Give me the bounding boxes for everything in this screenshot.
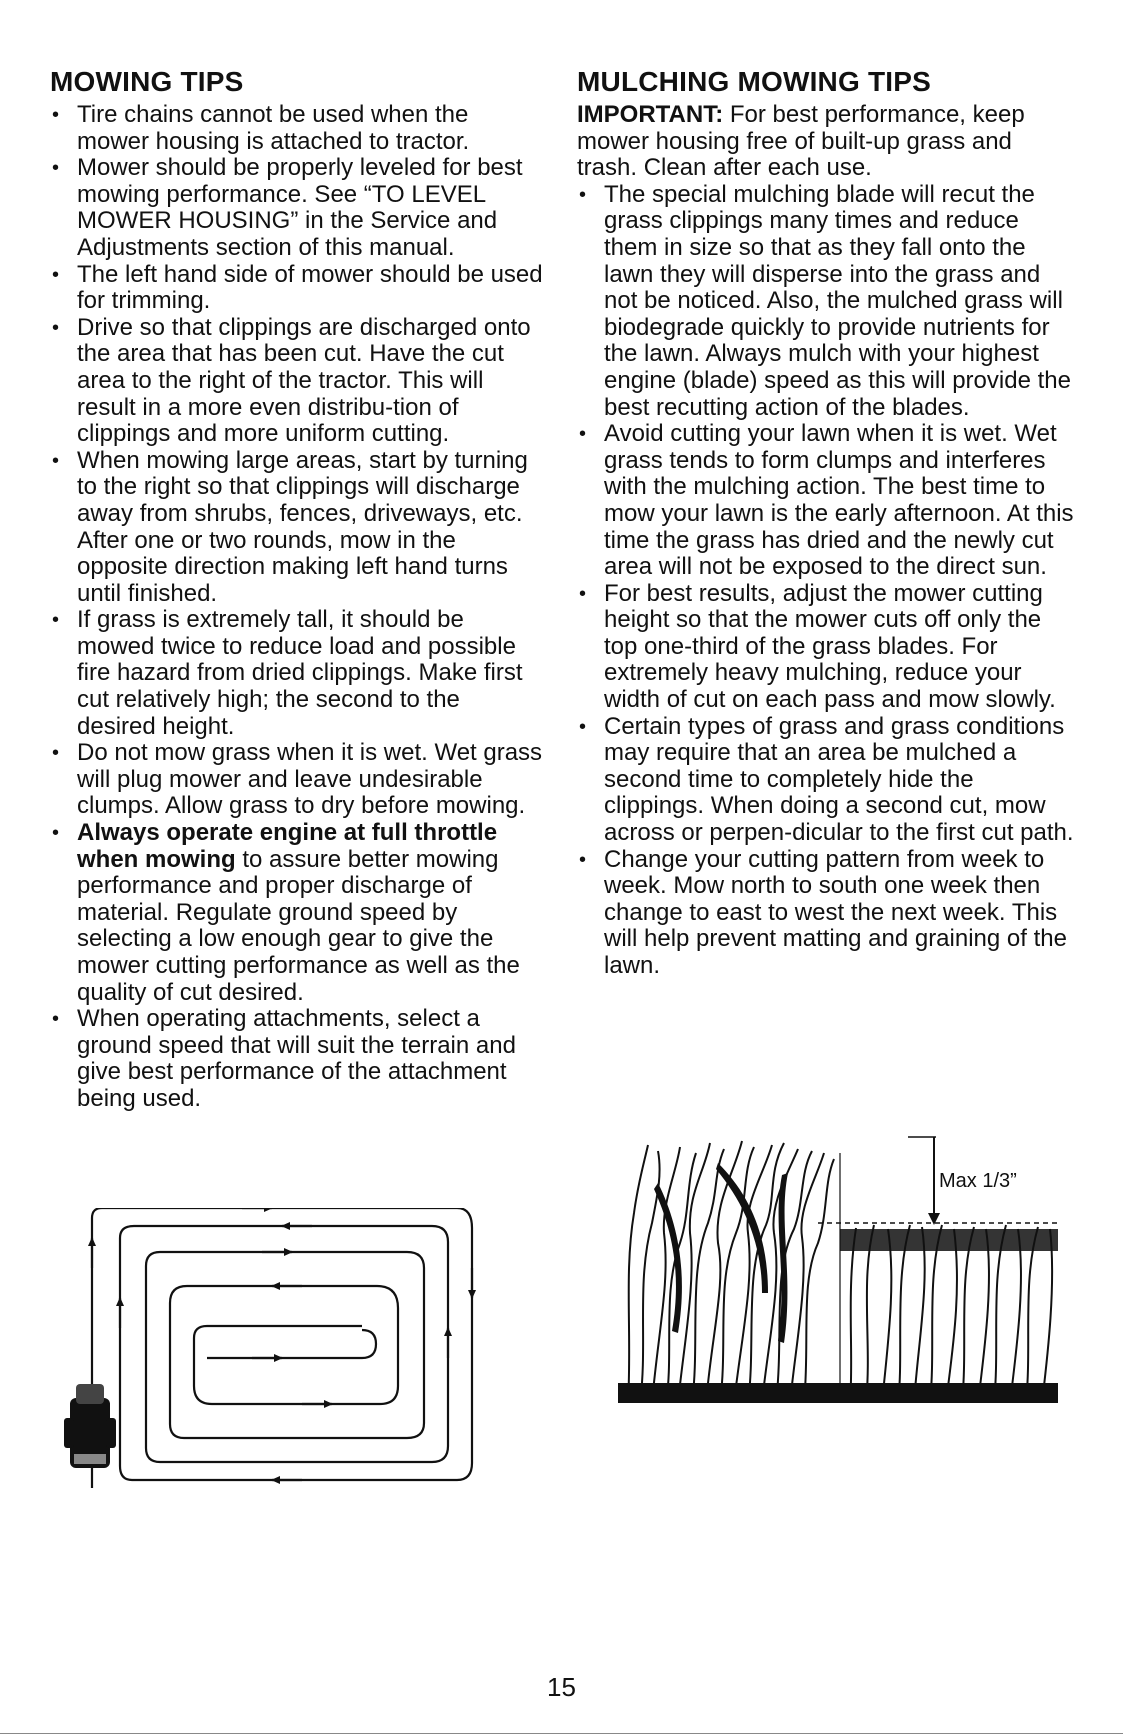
mowing-pattern-diagram	[62, 1208, 532, 1488]
list-item: • Mower should be properly leveled for best mowing performance. See “TO LEVEL MOWER HOUSING” in the Service and Adjustments section of this manual.	[50, 155, 545, 261]
list-item: • When operating attachments, select a ground speed that will suit the terrain and give best performance of the attachment being used.	[50, 1006, 545, 1112]
list-item: • Change your cutting pattern from week to week. Mow north to south one week then change to east to west the next week. This will help prevent matting and graining of the lawn.	[577, 847, 1075, 980]
list-item: • The special mulching blade will recut the grass clippings many times and reduce them in size so that as they fall onto the lawn they will disperse into the grass and not be noticed. Also, the mulched grass will biodegrade quickly to provide nutrients for the lawn. Always mulch with your highest engine (blade) speed as this will provide the best recutting action of the blades.	[577, 182, 1075, 421]
list-item: • Do not mow grass when it is wet. Wet grass will plug mower and leave undesirable clumps. Allow grass to dry before mowing.	[50, 740, 545, 820]
page-number: 15	[547, 1672, 576, 1702]
list-item: • Avoid cutting your lawn when it is wet. Wet grass tends to form clumps and interferes with the mulching action. The best time to mow your lawn is the early afternoon. At this time the grass has dried and the newly cut area will not be exposed to the direct sun.	[577, 421, 1075, 581]
list-item: • If grass is extremely tall, it should be mowed twice to reduce load and possible fire hazard from dried clippings. Make first cut relatively high; the second to the desired height.	[50, 607, 545, 740]
mulching-tips-heading: MULCHING MOWING TIPS	[577, 66, 931, 97]
list-item: • Tire chains cannot be used when the mower housing is attached to tractor.	[50, 102, 545, 155]
mowing-tips-column	[50, 66, 545, 1113]
list-item: • When mowing large areas, start by turning to the right so that clippings will discharge away from shrubs, fences, driveways, etc. After one or two rounds, mow in the opposite direction making left hand turns until finished.	[50, 448, 545, 608]
list-item: • Certain types of grass and grass conditions may require that an area be mulched a second time to completely hide the clippings. When doing a second cut, mow across or perpen-dicular to the first cut path.	[577, 714, 1075, 847]
list-item: • For best results, adjust the mower cutting height so that the mower cuts off only the top one-third of the grass blades. For extremely heavy mulching, reduce your width of cut on each pass and mow slowly.	[577, 581, 1075, 714]
list-item: • Drive so that clippings are discharged onto the area that has been cut. Have the cut area to the right of the tractor. This will result in a more even distribu-tion of clippings and more uniform cutting.	[50, 315, 545, 448]
important-note: IMPORTANT: For best performance, keep mower housing free of built-up grass and trash. Clean after each use.	[577, 101, 1025, 182]
throttle-emphasis: Always operate engine at full throttle when mowing	[77, 819, 498, 873]
important-label: IMPORTANT:	[577, 101, 724, 128]
mulching-tips-column	[577, 66, 1075, 980]
list-item: • Always operate engine at full throttle when mowing to assure better mowing performance and proper discharge of material. Regulate ground speed by selecting a low enough gear to give the mower cutting performance as well as the quality of cut desired.	[50, 820, 545, 1006]
mowing-tips-list	[50, 102, 545, 1113]
mowing-tips-heading: MOWING TIPS	[50, 66, 244, 97]
max-cut-label: Max 1/3”	[939, 1170, 1017, 1192]
list-item: • The left hand side of mower should be used for trimming.	[50, 262, 545, 315]
tractor-icon	[64, 1384, 116, 1468]
mulching-tips-list	[577, 182, 1075, 980]
